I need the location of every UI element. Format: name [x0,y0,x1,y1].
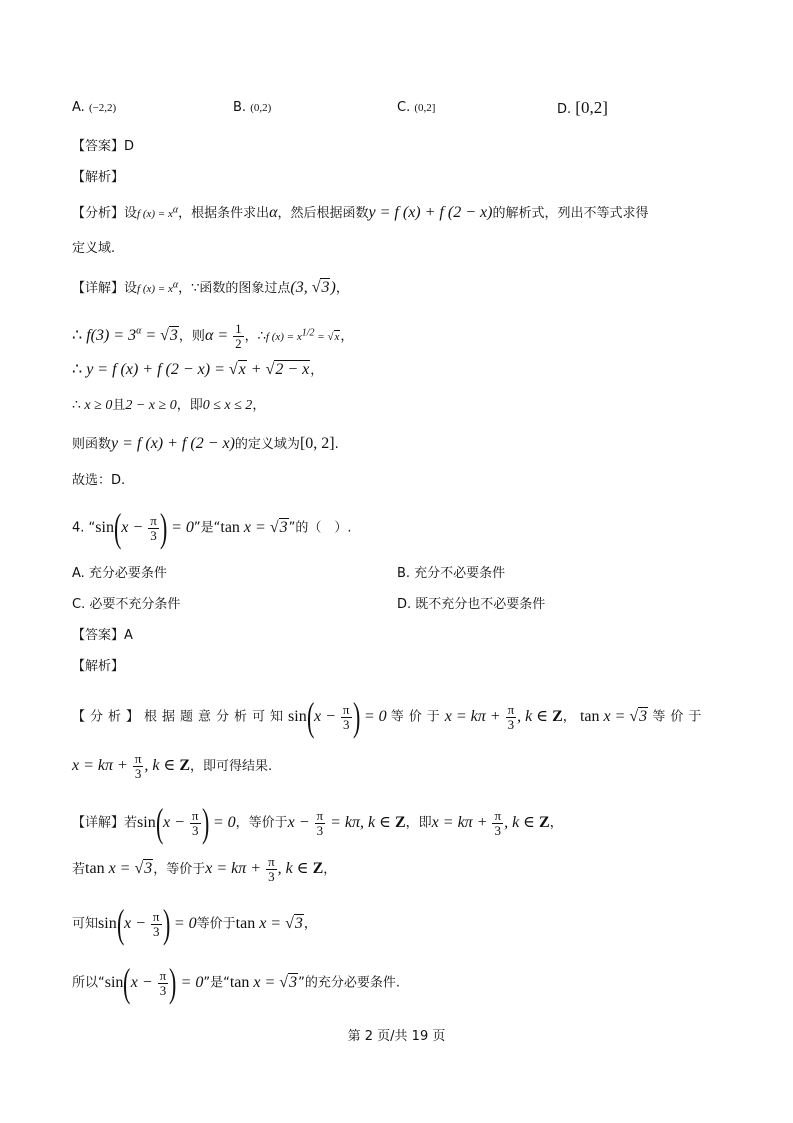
q3-step-2: ∴ y = f (x) + f (2 − x) = √x + √2 − x， [72,361,324,378]
q4-stem: 4. “sin(x − $\frac{\pi}{3}$ ) = 0”是“tan x = √3”的（ ）. [72,505,352,550]
q4-answer: 【答案】A [72,628,133,643]
option-b-value: (0,2) [250,102,272,114]
q4-fenxi-line: 【分析】根据题意分析可知sin(x − $\frac{\pi}{3}$ ) = 0 等价于x = kπ + $\frac{\pi}{3}$ , k ∈ Z， tan x = √3 等价于 [72,694,707,739]
q4-detail-line: 【详解】若sin(x − $\frac{\pi}{3}$ ) = 0，等价于x − $\frac{\pi}{3}$ = kπ, k ∈ Z，即x = kπ + $\frac{\pi}{3}$ , k ∈ Z， [72,800,563,845]
text: ，即 [176,398,203,413]
q4-analysis-heading: 【解析】 [72,659,125,674]
text: ，等价于 [153,861,206,877]
text: ”是“ [193,520,221,536]
text: 的解析式，列出不等式求得 [492,206,649,221]
option-b [233,100,271,115]
option-a-value: (−2,2) [88,102,117,114]
q3-step-3: ∴ x ≥ 0且2 − x ≥ 0，即0 ≤ x ≤ 2， [72,398,266,413]
option-d-value: [0,2] [575,98,608,117]
text: ”的充分必要条件. [298,975,400,991]
q3-step-1: ∴ $f(3) = 3^\alpha = √3$，则α = $\frac{1}{2}$ ，∴f $(x) = x^{1/2} = √x$， [72,321,354,351]
text: 若 [72,861,86,877]
q3-choice: 故选：D. [72,473,126,488]
q4-know-line: 可知sin(x − $\frac{\pi}{3}$ ) = 0等价于tan x = √3， [72,901,317,946]
text: 【详解】设 [72,281,138,296]
q4-option-a: A. 充分必要条件 [72,566,167,581]
text: ，∵函数的图象过点 [178,281,291,296]
text: 【分析】设 [72,206,138,221]
text: 等价于 [652,709,707,725]
option-a [72,100,116,115]
q3-detail-line: 【详解】设f $(x) = x^\alpha$，∵函数的图象过点(3, √3)， [72,279,349,296]
option-c-label: C. [397,100,411,115]
q3-fenxi-line: 【分析】设f $(x) = x^\alpha$，根据条件求出α，然后根据函数y = f (x) + f (2 − x)的解析式，列出不等式求得 [72,204,649,221]
q4-option-d: D. 既不充分也不必要条件 [397,597,546,612]
text: 可知 [72,916,99,932]
text: ，根据条件求出 [178,206,270,221]
option-b-label: B. [233,100,247,115]
option-c-value: (0,2] [414,102,436,114]
text: 【分析】根据题意分析可知 [72,709,289,725]
text: ，等价于 [235,815,288,831]
text: 所以“ [72,975,105,991]
text: 的定义域为 [234,437,300,452]
q3-analysis-heading: 【解析】 [72,170,125,185]
text: ，然后根据函数 [277,206,369,221]
q3-fenxi-line-2: 定义域. [72,241,116,256]
option-a-label: A. [72,100,85,115]
text: ，∴ [244,328,266,344]
text: 【详解】若 [72,815,138,831]
text: ”是“ [203,975,230,991]
text: 且 [112,398,126,413]
text: 等价于 [390,709,445,725]
q4-option-b: B. 充分不必要条件 [397,566,506,581]
q4-so-line: 所以“sin(x − $\frac{\pi}{3}$ ) = 0”是“tan x = √3”的充分必要条件. [72,960,400,1005]
option-d [557,98,608,118]
q3-answer: 【答案】D [72,139,135,154]
text: ，则 [178,328,205,344]
page-footer: 第 2 页/共 19 页 [347,1029,446,1044]
text: ”的（ ）. [288,520,352,536]
text: ，即可得结果. [190,758,273,774]
text: ，即 [405,815,432,831]
q3-step-4: 则函数y = f (x) + f (2 − x)的定义域为[0, 2]. [72,435,339,452]
option-c [397,100,435,115]
q4-fenxi-line-2: x = kπ + $\frac{\pi}{3}$ , k ∈ Z，即可得结果. [72,751,273,781]
option-d-label: D. [557,102,572,117]
q4-if-line: 若tan x = √3，等价于x = kπ + $\frac{\pi}{3}$ , k ∈ Z， [72,854,337,884]
text: 则函数 [72,437,112,452]
text: 等价于 [196,916,236,932]
text: 4. “ [72,520,96,536]
q4-option-c: C. 必要不充分条件 [72,597,181,612]
